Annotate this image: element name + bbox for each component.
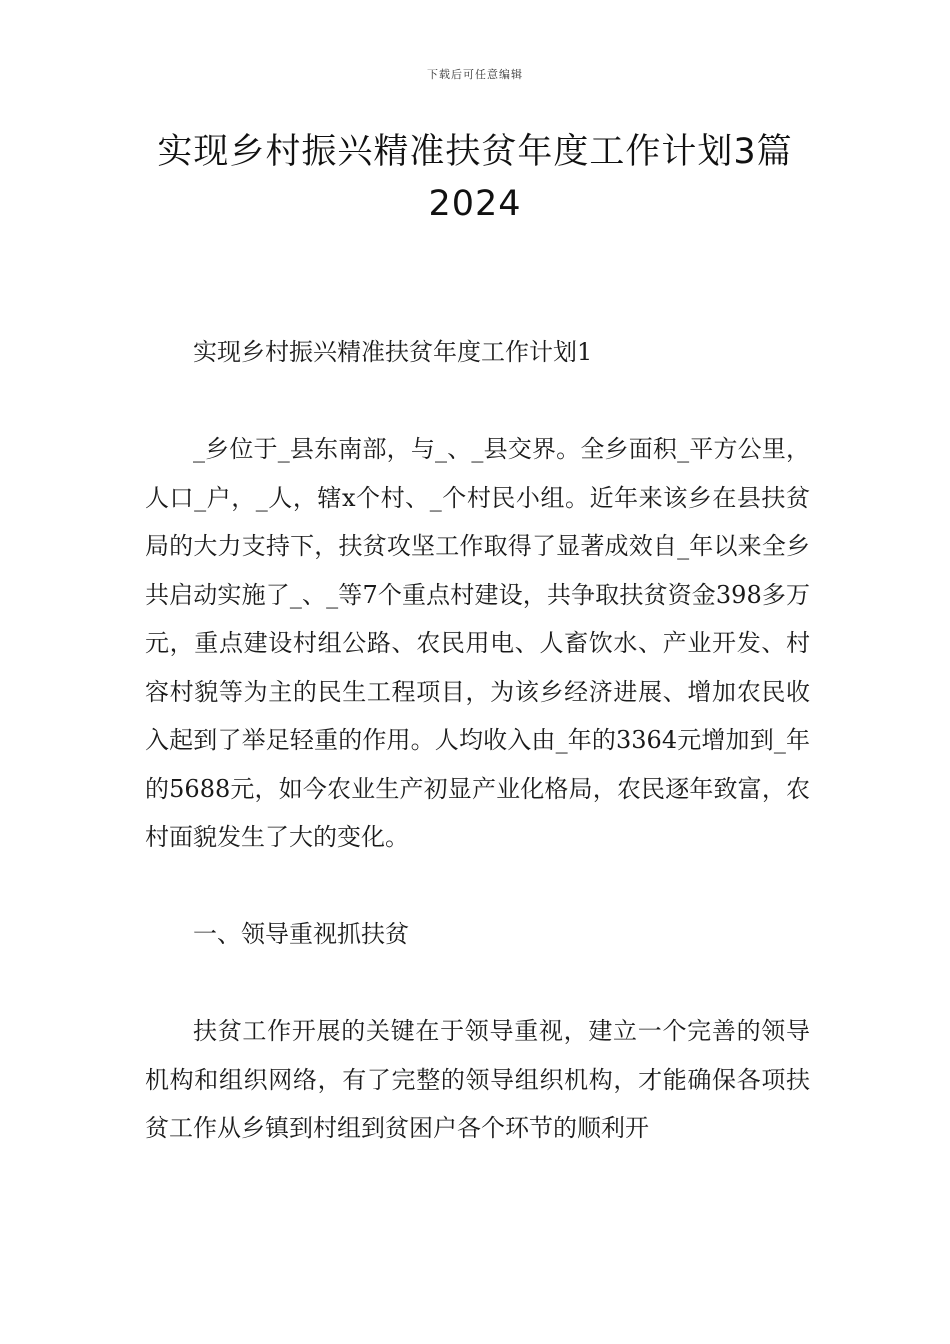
document-title-line-2: 2024 — [428, 184, 522, 224]
paragraph-spacer — [145, 377, 810, 426]
section-heading-1: 一、领导重视抓扶贫 — [193, 920, 409, 948]
paragraph-spacer — [145, 959, 810, 1008]
body-paragraph-1: _乡位于_县东南部，与_、_县交界。全乡面积_平方公里，人口_户，_人，辖x个村、_个村民小组。近年来该乡在县扶贫局的大力支持下，扶贫攻坚工作取得了显著成效自_年以来全乡共启动实施了_、_等7个重点村建设，共争取扶贫资金398多万元，重点建设村组公路、农民用电、人畜饮水、产业开发、村容村貌等为主的民生工程项目，为该乡经济进展、增加农民收入起到了举足轻重的作用。人均收入由_年的3364元增加到_年的5688元，如今农业生产初显产业化格局，农民逐年致富，农村面貌发生了大的变化。 — [145, 435, 810, 851]
header-note: 下载后可任意编辑 — [427, 68, 523, 81]
section-subheading: 实现乡村振兴精准扶贫年度工作计划1 — [193, 338, 593, 366]
paragraph-spacer — [145, 862, 810, 911]
document-title-line-1: 实现乡村振兴精准扶贫年度工作计划3篇 — [157, 132, 793, 172]
body-paragraph-2: 扶贫工作开展的关键在于领导重视，建立一个完善的领导机构和组织网络，有了完整的领导组织机构，才能确保各项扶贫工作从乡镇到村组到贫困户各个环节的顺利开 — [145, 1017, 810, 1142]
document-title — [120, 126, 830, 230]
document-body — [145, 328, 810, 1153]
